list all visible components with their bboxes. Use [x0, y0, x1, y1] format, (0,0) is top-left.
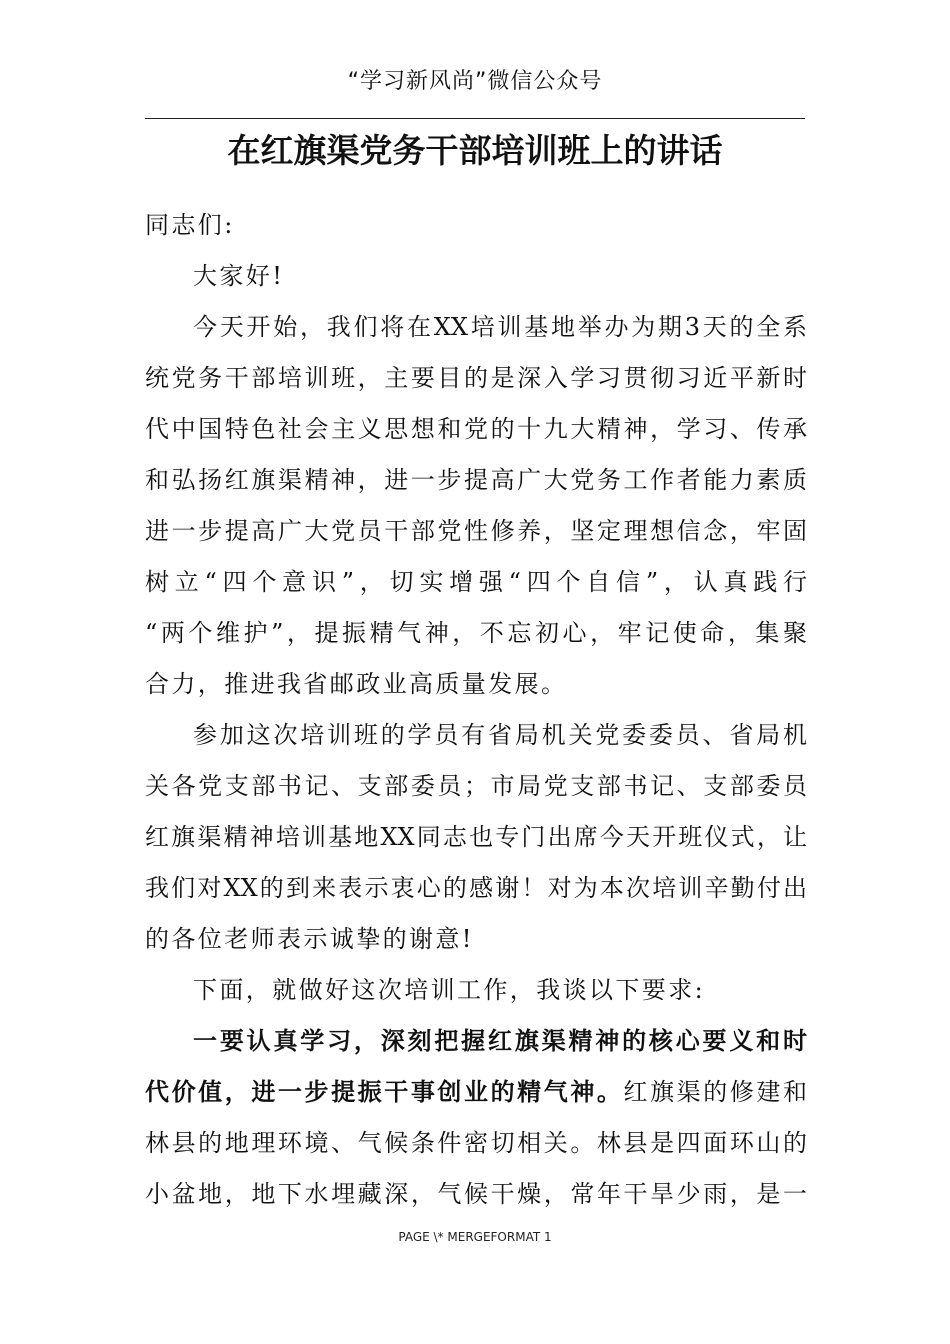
text-line	[145, 404, 807, 455]
text-line	[145, 608, 807, 659]
line-text: 大家好!	[193, 262, 285, 290]
text-line	[145, 914, 807, 965]
page-footer: PAGE \* MERGEFORMAT 1	[398, 1230, 552, 1244]
line-text: 树立“四个意识”，切实增强“四个自信”，认真践行	[145, 568, 807, 596]
text-line	[145, 1169, 807, 1220]
bold-heading-text: 代价值，进一步提振干事创业的精气神。	[145, 1078, 624, 1106]
document-body	[145, 200, 807, 1220]
text-line	[145, 1118, 807, 1169]
text-line	[145, 200, 807, 251]
line-text: 小盆地，地下水埋藏深，气候干燥，常年干旱少雨，是一	[145, 1180, 807, 1208]
text-line	[145, 302, 807, 353]
text-line	[145, 1067, 807, 1118]
page-header: “学习新风尚”微信公众号	[347, 69, 603, 94]
document-title: 在红旗渠党务干部培训班上的讲话	[227, 131, 723, 170]
text-line	[145, 863, 807, 914]
text-line	[145, 965, 807, 1016]
text-line	[145, 251, 807, 302]
header-divider	[145, 118, 805, 119]
line-text: 林县的地理环境、气候条件密切相关。林县是四面环山的	[145, 1129, 807, 1157]
text-line	[145, 1016, 807, 1067]
line-text: 同志们:	[145, 211, 235, 239]
text-line	[145, 455, 807, 506]
text-line	[145, 506, 807, 557]
text-line	[145, 761, 807, 812]
text-line	[145, 812, 807, 863]
line-text: 关各党支部书记、支部委员；市局党支部书记、支部委员	[145, 772, 807, 800]
bold-heading-text: 一要认真学习，深刻把握红旗渠精神的核心要义和时	[193, 1027, 807, 1055]
line-text: 我们对XX的到来表示衷心的感谢！对为本次培训辛勤付出	[145, 874, 807, 902]
line-text: 统党务干部培训班，主要目的是深入学习贯彻习近平新时	[145, 364, 807, 392]
line-text: 和弘扬红旗渠精神，进一步提高广大党务工作者能力素质	[145, 466, 807, 494]
line-text: 参加这次培训班的学员有省局机关党委委员、省局机	[193, 721, 807, 749]
line-text: 进一步提高广大党员干部党性修养，坚定理想信念，牢固	[145, 517, 807, 545]
text-line	[145, 557, 807, 608]
line-text: 红旗渠的修建和	[623, 1078, 807, 1106]
text-line	[145, 659, 807, 710]
line-text: 的各位老师表示诚挚的谢意!	[145, 925, 474, 953]
line-text: 合力，推进我省邮政业高质量发展。	[145, 670, 568, 698]
line-text: “两个维护”，提振精气神，不忘初心，牢记使命，集聚	[145, 619, 807, 647]
text-line	[145, 710, 807, 761]
line-text: 下面，就做好这次培训工作，我谈以下要求:	[193, 976, 706, 1004]
line-text: 今天开始，我们将在XX培训基地举办为期3天的全系	[193, 313, 807, 341]
line-text: 红旗渠精神培训基地XX同志也专门出席今天开班仪式，让	[145, 823, 807, 851]
line-text: 代中国特色社会主义思想和党的十九大精神，学习、传承	[145, 415, 807, 443]
text-line	[145, 353, 807, 404]
